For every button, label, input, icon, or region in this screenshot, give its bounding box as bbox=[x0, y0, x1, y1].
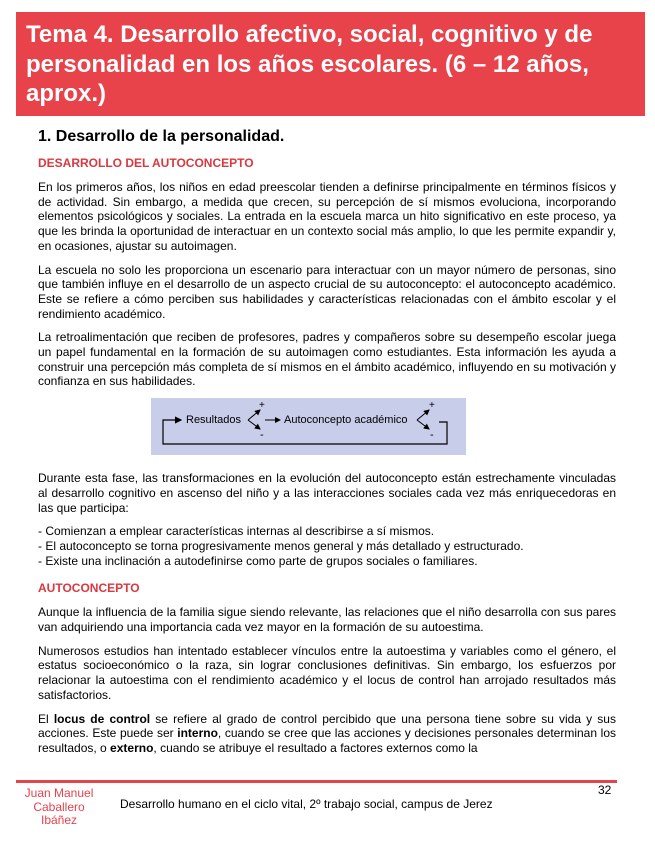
footer-divider bbox=[16, 780, 617, 783]
list-item: - El autoconcepto se torna progresivamente menos general y más detallado y estructurado. bbox=[38, 538, 524, 553]
diagram-label-resultados: Resultados bbox=[186, 414, 242, 427]
page-number: 32 bbox=[598, 783, 612, 797]
text-run: , cuando se cree que las acciones y decisiones personales determinan los resultados, o bbox=[38, 726, 616, 755]
footer-text: Desarrollo humano en el ciclo vital, 2º trabajo social, campus de Jerez bbox=[120, 797, 493, 811]
plus-sign: + bbox=[429, 400, 435, 412]
main-content bbox=[38, 124, 616, 765]
list-item: - Existe una inclinación a autodefinirse como parte de grupos sociales o familiares. bbox=[38, 553, 478, 568]
minus-sign: - bbox=[430, 429, 434, 442]
bullet-list bbox=[38, 524, 616, 568]
text-run: El bbox=[38, 711, 54, 726]
term-locus-de-control: locus de control bbox=[53, 711, 151, 726]
footer-author: Juan Manuel Caballero Ibáñez bbox=[24, 786, 94, 827]
plus-sign: + bbox=[259, 400, 265, 412]
minus-sign: - bbox=[260, 429, 264, 442]
paragraph: En los primeros años, los niños en edad preescolar tienden a definirse principalmente en términos físicos y de actividad. Sin embargo, a medida que crecen, su percepción de sí mismos evoluciona, incorporando elementos psicológicos y sociales. La entrada en la escuela marca un hito significativo en este proceso, ya que les brinda la oportunidad de interactuar en un contexto social más amplio, lo que les permite expandir y, en ocasiones, ajustar su autoimagen. bbox=[38, 180, 616, 253]
list-item: - Comienzan a emplear características internas al describirse a sí mismos. bbox=[38, 524, 435, 539]
subsection-heading-autoconcepto: AUTOCONCEPTO bbox=[38, 581, 140, 596]
fan-arrow-up bbox=[248, 410, 260, 420]
title-banner bbox=[16, 12, 645, 116]
term-interno: interno bbox=[177, 726, 218, 741]
fan-arrow-down bbox=[248, 420, 260, 429]
text-run: , cuando se atribuye el resultado a factores externos como la bbox=[153, 740, 478, 755]
paragraph: Aunque la influencia de la familia sigue siendo relevante, las relaciones que el niño desarrolla con sus pares van adquiriendo una importancia cada vez mayor en la formación de su autoestima. bbox=[38, 605, 616, 635]
paragraph: La retroalimentación que reciben de profesores, padres y compañeros sobre su desempeño escolar juega un papel fundamental en la formación de su autoimagen como estudiantes. Esta información les ayuda a construir una percepción más completa de sí mismos en el ámbito académico, influyendo en su motivación y confianza en sus habilidades. bbox=[38, 330, 616, 389]
page-title: Tema 4. Desarrollo afectivo, social, cognitivo y de personalidad en los años escolares. (6 – 12 años, aprox.) bbox=[26, 21, 593, 107]
text-run: se refiere al grado de control percibido que una persona tiene sobre su vida y sus acciones. Este puede ser bbox=[38, 711, 616, 741]
section-heading: 1. Desarrollo de la personalidad. bbox=[38, 128, 285, 145]
paragraph: La escuela no solo les proporciona un escenario para interactuar con un mayor número de personas, sino que también influye en el desarrollo de un aspecto crucial de su autoconcepto: el autoconcepto académico. Este se refiere a cómo perciben sus habilidades y características relacionadas con el ámbito escolar y el rendimiento académico. bbox=[38, 262, 616, 321]
fan-arrow-down bbox=[417, 420, 429, 429]
diagram-label-autoconcepto: Autoconcepto académico bbox=[284, 414, 408, 427]
paragraph-locus-de-control bbox=[38, 712, 616, 756]
subsection-heading-autoconcepto-development: DESARROLLO DEL AUTOCONCEPTO bbox=[38, 156, 254, 170]
paragraph: Durante esta fase, las transformaciones en la evolución del autoconcepto están estrechamente vinculadas al desarrollo cognitivo en ascenso del niño y a las interacciones sociales cada vez más enriquecedoras en las que participa: bbox=[38, 471, 616, 515]
paragraph: Numerosos estudios han intentado establecer vínculos entre la autoestima y variables como el género, el estatus socioeconómico o la raza, sin lograr conclusiones definitivas. Sin embargo, los esfuerzos por relacionar la autoestima con el rendimiento académico y el locus de control han arrojado resultados más satisfactorios. bbox=[38, 643, 616, 702]
term-externo: externo bbox=[110, 740, 154, 755]
feedback-diagram bbox=[151, 398, 466, 455]
fan-arrow-up bbox=[417, 410, 429, 420]
